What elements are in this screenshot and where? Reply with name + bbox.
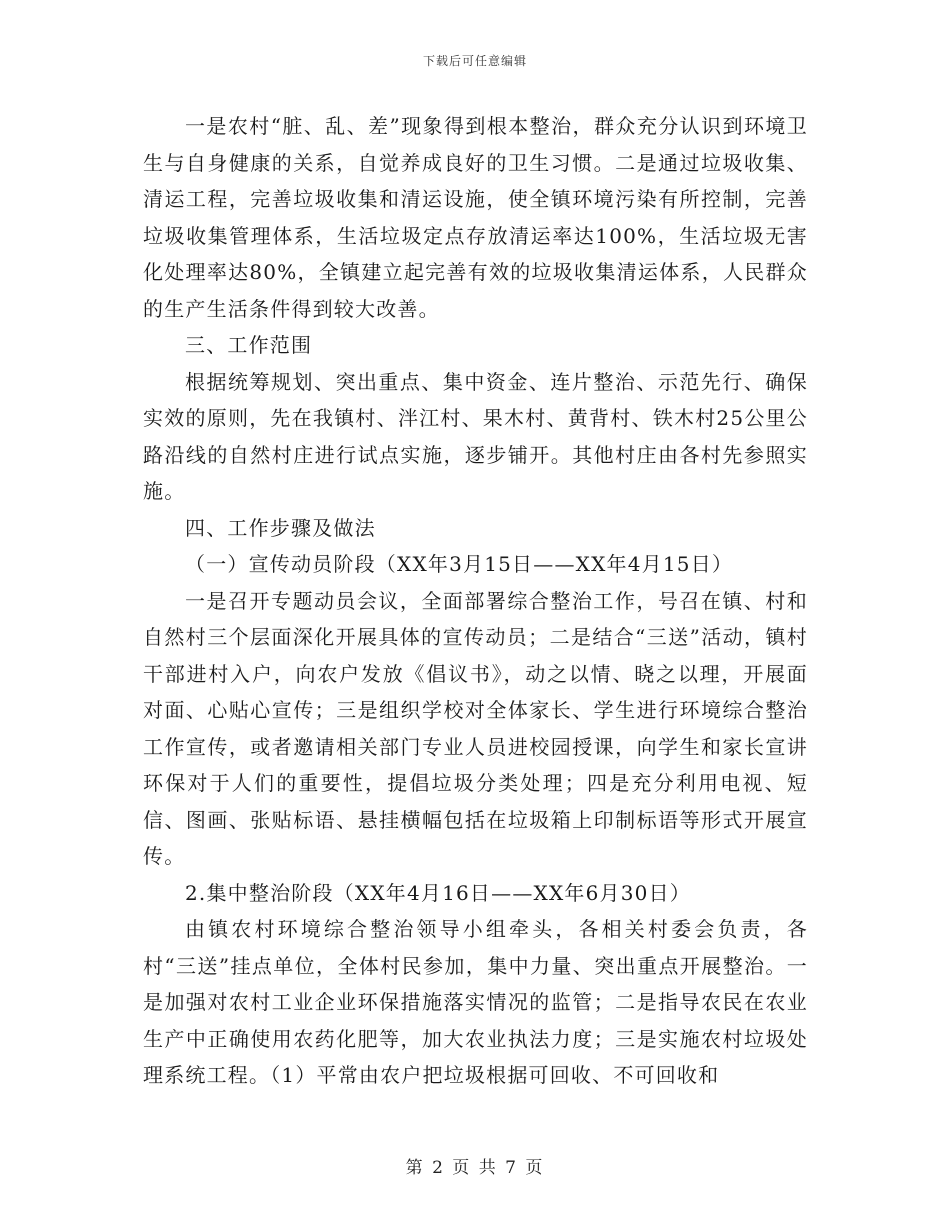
document-body — [143, 108, 808, 1094]
page-header: 下载后可任意编辑 — [422, 54, 527, 68]
subheading-rectification-stage: 2.集中整治阶段（XX年4月16日——XX年6月30日） — [185, 880, 691, 905]
paragraph-rectification: 由镇农村环境综合整治领导小组牵头，各相关村委会负责，各村“三送”挂点单位，全体村民参加，集中力量、突出重点开展整治。一是加强对农村工业企业环保措施落实情况的监管；二是指导农民在农业生产中正确使用农药化肥等，加大农业执法力度；三是实施农村垃圾处理系统工程。（1）平常由农户把垃圾根据可回收、不可回收和 — [143, 917, 808, 1087]
page-footer: 第 2 页 共 7 页 — [405, 1158, 545, 1178]
paragraph-scope: 根据统筹规划、突出重点、集中资金、连片整治、示范先行、确保实效的原则，先在我镇村、泮江村、果木村、黄背村、铁木村25公里公路沿线的自然村庄进行试点实施，逐步铺开。其他村庄由各村先参照实施。 — [143, 369, 808, 503]
section-heading-steps: 四、工作步骤及做法 — [185, 515, 376, 540]
paragraph-goals: 一是农村“脏、乱、差”现象得到根本整治，群众充分认识到环境卫生与自身健康的关系，自觉养成良好的卫生习惯。二是通过垃圾收集、清运工程，完善垃圾收集和清运设施，使全镇环境污染有所控制，完善垃圾收集管理体系，生活垃圾定点存放清运率达100%，生活垃圾无害化处理率达80%，全镇建立起完善有效的垃圾收集清运体系，人民群众的生产生活条件得到较大改善。 — [143, 114, 808, 321]
paragraph-publicity: 一是召开专题动员会议，全面部署综合整治工作，号召在镇、村和自然村三个层面深化开展具体的宣传动员；二是结合“三送”活动，镇村干部进村入户，向农户发放《倡议书》，动之以情、晓之以理，开展面对面、心贴心宣传；三是组织学校对全体家长、学生进行环境综合整治工作宣传，或者邀请相关部门专业人员进校园授课，向学生和家长宣讲环保对于人们的重要性，提倡垃圾分类处理；四是充分利用电视、短信、图画、张贴标语、悬挂横幅包括在垃圾箱上印制标语等形式开展宣传。 — [143, 588, 808, 868]
section-heading-scope: 三、工作范围 — [185, 333, 313, 357]
subheading-publicity-stage: （一）宣传动员阶段（XX年3月15日——XX年4月15日） — [185, 552, 734, 576]
